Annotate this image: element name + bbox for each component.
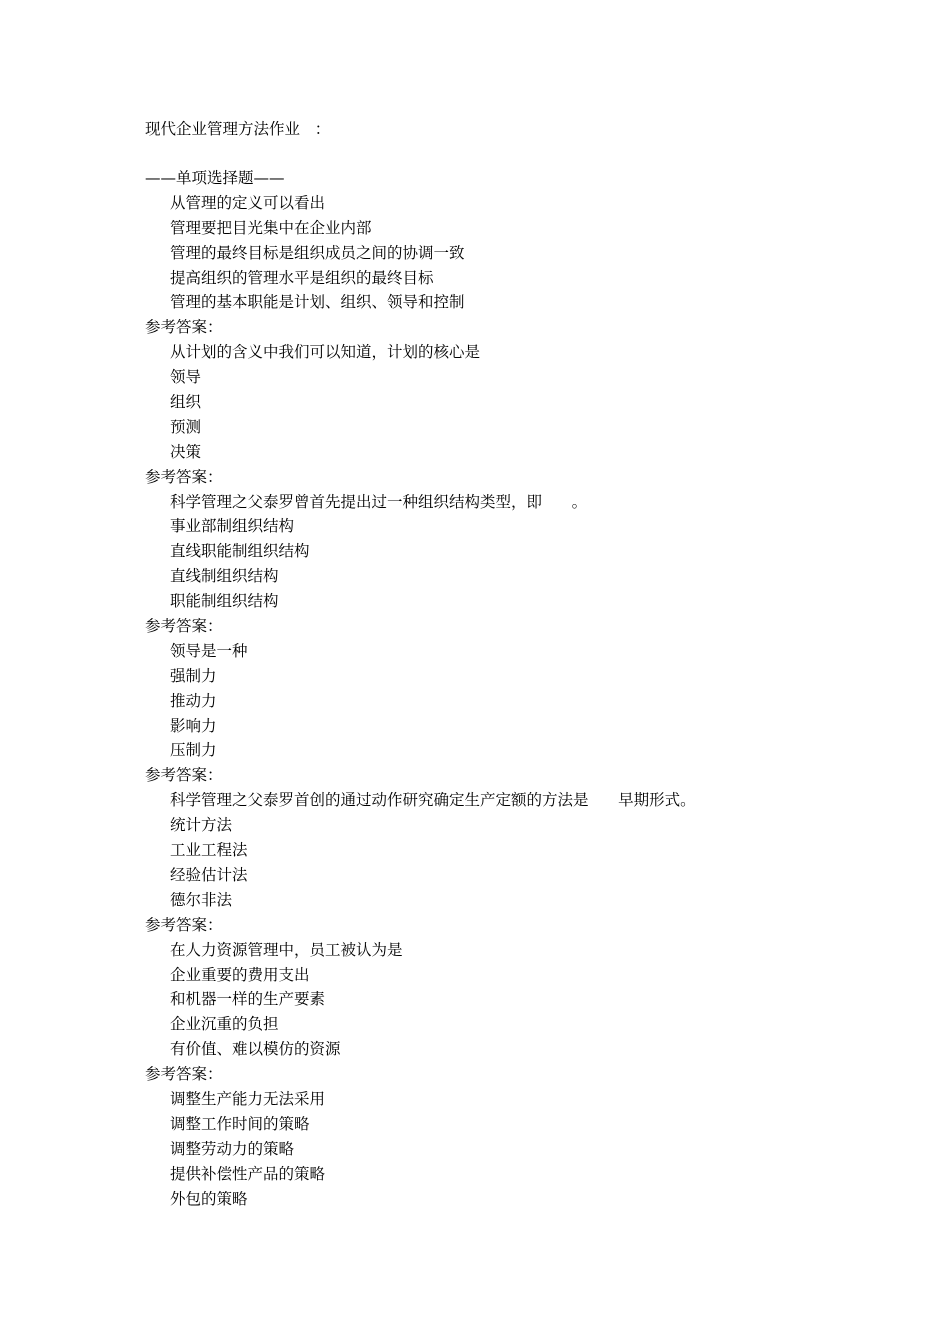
question-block (145, 340, 905, 489)
question-stem: 领导是一种 (170, 641, 248, 660)
question-stem: 调整生产能力无法采用 (170, 1089, 326, 1108)
option-text: 预测 (170, 417, 202, 436)
option-text: 直线职能制组织结构 (170, 542, 310, 561)
option-text: 决策 (170, 442, 202, 461)
question-stem: 从管理的定义可以看出 (170, 193, 326, 212)
question-stem: 在人力资源管理中，员工被认为是 (170, 940, 403, 959)
option-text: 经验估计法 (170, 865, 248, 884)
answer-label: 参考答案： (145, 1065, 223, 1084)
question-block (145, 938, 905, 1087)
option-text: 调整劳动力的策略 (170, 1139, 295, 1158)
option-text: 职能制组织结构 (170, 592, 279, 611)
document-title: 现代企业管理方法作业 ： (145, 120, 331, 138)
option-text: 提高组织的管理水平是组织的最终目标 (170, 268, 434, 287)
option-text: 提供补偿性产品的策略 (170, 1164, 326, 1183)
option-text: 和机器一样的生产要素 (170, 990, 326, 1009)
option-text: 管理要把目光集中在企业内部 (170, 218, 372, 237)
option-text: 推动力 (170, 691, 217, 710)
option-text: 企业沉重的负担 (170, 1015, 279, 1034)
question-block (145, 788, 905, 937)
option-text: 直线制组织结构 (170, 567, 279, 586)
answer-label: 参考答案： (145, 318, 223, 337)
option-text: 企业重要的费用支出 (170, 965, 310, 984)
question-stem: 从计划的含义中我们可以知道，计划的核心是 (170, 343, 481, 362)
question-block (145, 191, 905, 340)
option-text: 影响力 (170, 716, 217, 735)
option-text: 工业工程法 (170, 841, 248, 860)
option-text: 强制力 (170, 666, 217, 685)
question-stem: 科学管理之父泰罗首创的通过动作研究确定生产定额的方法是 早期形式。 (170, 791, 696, 810)
option-text: 统计方法 (170, 816, 233, 835)
option-text: 管理的基本职能是计划、组织、领导和控制 (170, 293, 465, 312)
option-text: 压制力 (170, 741, 217, 760)
option-text: 调整工作时间的策略 (170, 1114, 310, 1133)
question-block (145, 1087, 905, 1211)
option-text: 事业部制组织结构 (170, 517, 295, 536)
answer-label: 参考答案： (145, 915, 223, 934)
question-block (145, 639, 905, 788)
option-text: 组织 (170, 393, 202, 412)
answer-label: 参考答案： (145, 766, 223, 785)
option-text: 管理的最终目标是组织成员之间的协调一致 (170, 243, 465, 262)
option-text: 外包的策略 (170, 1189, 248, 1208)
option-text: 领导 (170, 368, 202, 387)
question-stem: 科学管理之父泰罗曾首先提出过一种组织结构类型，即 。 (170, 492, 588, 511)
option-text: 德尔非法 (170, 890, 233, 909)
question-list (145, 166, 905, 1211)
section-heading: ——单项选择题—— (145, 169, 285, 187)
answer-label: 参考答案： (145, 617, 223, 636)
question-block (145, 490, 905, 639)
answer-label: 参考答案： (145, 467, 223, 486)
option-text: 有价值、难以模仿的资源 (170, 1040, 341, 1059)
